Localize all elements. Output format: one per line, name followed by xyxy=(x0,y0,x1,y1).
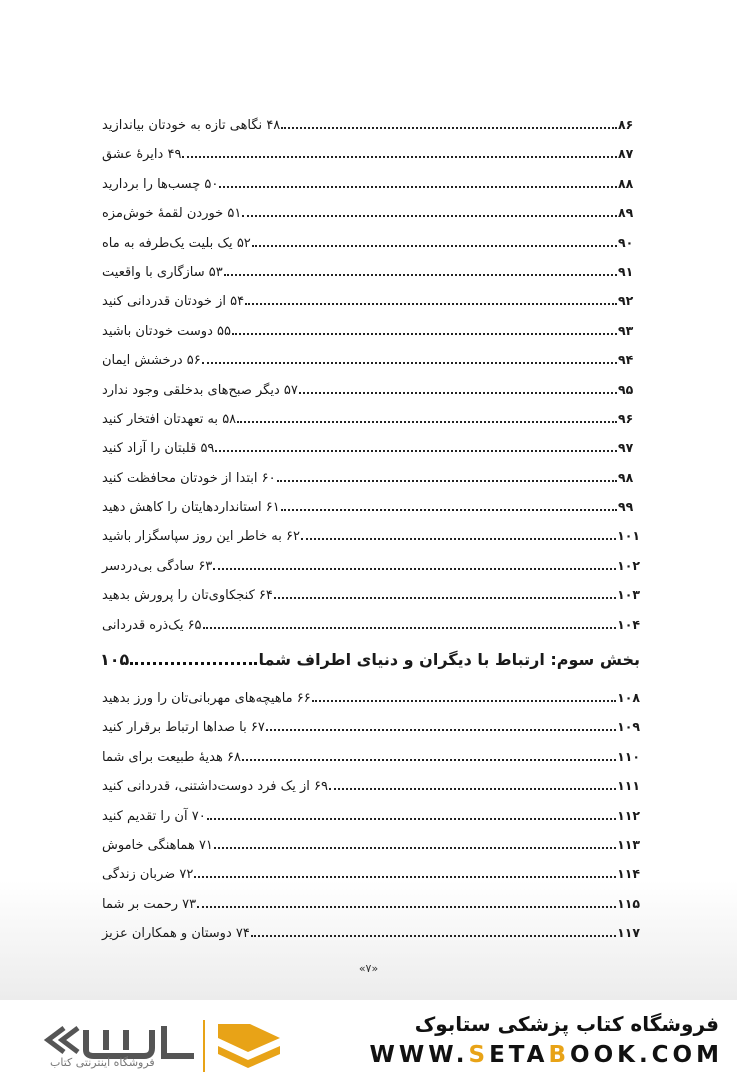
leader-dots xyxy=(252,245,617,247)
leader-dots xyxy=(202,362,617,364)
toc-entry xyxy=(100,176,640,205)
toc-entry-title: ۵۳ سازگاری با واقعیت xyxy=(102,264,223,280)
toc-entry-title: ۶۰ ابتدا از خودتان محافظت کنید xyxy=(102,470,276,486)
leader-dots xyxy=(237,421,617,423)
toc-entry-title: ۵۵ دوست خودتان باشید xyxy=(102,323,231,339)
leader-dots xyxy=(299,392,617,394)
leader-dots xyxy=(281,509,617,511)
url-part: ETA xyxy=(489,1042,549,1068)
leader-dots xyxy=(213,568,616,570)
toc-entry-title: ۶۳ سادگی بی‌دردسر xyxy=(102,558,213,574)
toc-entry-page: ۹۲ xyxy=(618,293,634,309)
leader-dots xyxy=(242,215,617,217)
toc-entry-title: ۵۰ چسب‌ها را بردارید xyxy=(102,176,219,192)
toc-entry xyxy=(100,778,640,807)
leader-dots xyxy=(281,127,617,129)
leader-dots xyxy=(301,538,616,540)
toc-entry xyxy=(100,690,640,719)
toc-entry-title: ۶۴ کنجکاوی‌تان را پرورش بدهید xyxy=(102,588,273,604)
leader-dots xyxy=(219,186,617,188)
toc-entry-page: ۹۰ xyxy=(618,234,634,250)
toc-entry-title: ۴۹ دایرۀ عشق xyxy=(102,147,182,163)
toc-entry-page: ۱۱۴ xyxy=(617,866,640,882)
page-number: «۷» xyxy=(358,962,379,975)
toc-entry-title: ۶۷ با صداها ارتباط برقرار کنید xyxy=(102,720,265,736)
toc-entry xyxy=(100,440,640,469)
leader-dots xyxy=(197,906,616,908)
toc-entry xyxy=(100,146,640,175)
leader-dots xyxy=(207,818,616,820)
toc-entry-title: ۵۷ دیگر صبح‌های بدخلقی وجود ندارد xyxy=(102,382,298,398)
leader-dots xyxy=(214,847,616,849)
section-title: بخش سوم: ارتباط با دیگران و دنیای اطراف شما xyxy=(258,650,640,670)
toc-entry xyxy=(100,117,640,146)
leader-dots xyxy=(251,935,616,937)
toc-entry xyxy=(100,352,640,381)
toc-entry xyxy=(100,587,640,616)
leader-dots xyxy=(329,788,616,790)
toc-entry-page: ۹۷ xyxy=(618,440,634,456)
toc-entry xyxy=(100,896,640,925)
toc-entry xyxy=(100,293,640,322)
toc-entry-title: ۶۸ هدیۀ طبیعت برای شما xyxy=(102,749,241,765)
toc-entry-page: ۹۵ xyxy=(618,381,634,397)
toc-entry-page: ۱۰۴ xyxy=(617,616,640,632)
toc-entry-page: ۱۱۳ xyxy=(617,836,640,852)
toc-entry xyxy=(100,617,640,646)
toc-entry-page: ۹۴ xyxy=(618,352,634,368)
leader-dots xyxy=(245,303,617,305)
toc-entry xyxy=(100,264,640,293)
toc-entry-title: ۴۸ نگاهی تازه به خودتان بیاندازید xyxy=(102,118,281,133)
toc-entry xyxy=(100,528,640,557)
toc-entry-title: ۵۸ به تعهدتان افتخار کنید xyxy=(102,411,237,427)
toc-entry xyxy=(100,470,640,499)
footer-banner xyxy=(0,1000,737,1080)
toc-entry-page: ۹۳ xyxy=(618,322,634,338)
leader-dots xyxy=(182,156,617,158)
leader-dots xyxy=(266,729,616,731)
toc-entry-title: ۷۳ رحمت بر شما xyxy=(102,896,197,912)
url-part: OOK.COM xyxy=(570,1042,723,1068)
toc-entry-page: ۸۷ xyxy=(618,146,634,162)
toc-entry-title: ۵۲ یک بلیت یک‌طرفه به ماه xyxy=(102,235,251,251)
toc-entry-page: ۸۸ xyxy=(618,175,634,191)
toc-entry-title: ۶۲ به خاطر این روز سپاسگزار باشید xyxy=(102,529,300,545)
toc-entry xyxy=(100,205,640,234)
toc-entry-title: ۷۲ ضربان زندگی xyxy=(102,867,194,883)
toc-entry-title: ۵۱ خوردن لقمۀ خوش‌مزه xyxy=(102,206,242,222)
url-highlight: B xyxy=(548,1042,571,1068)
toc-entry-title: ۶۶ ماهیچه‌های مهربانی‌تان را ورز بدهید xyxy=(102,691,311,707)
toc-entry-page: ۱۰۳ xyxy=(617,587,640,603)
store-url[interactable] xyxy=(370,1042,724,1068)
store-name: فروشگاه کتاب پزشکی ستابوک xyxy=(414,1012,719,1036)
toc-entry-page: ۱۱۱ xyxy=(617,778,640,794)
toc-entry-page: ۹۸ xyxy=(618,469,634,485)
leader-dots xyxy=(194,876,616,878)
toc-entry-page: ۱۰۲ xyxy=(617,557,640,573)
toc-entry-title: ۶۹ از یک فرد دوست‌داشتنی، قدردانی کنید xyxy=(102,779,329,795)
toc-entry xyxy=(100,808,640,837)
url-highlight: S xyxy=(468,1042,490,1068)
leader-dots xyxy=(274,597,616,599)
toc-entry xyxy=(100,837,640,866)
toc-entry-title: ۶۱ استانداردهایتان را کاهش دهید xyxy=(102,500,280,516)
toc-entry-page: ۱۱۰ xyxy=(617,748,640,764)
toc-entry xyxy=(100,411,640,440)
toc-entry-title: ۷۴ دوستان و همکاران عزیز xyxy=(102,926,250,942)
toc-entry-page: ۸۶ xyxy=(618,117,634,132)
toc-entry-title: ۶۵ یک‌ذره قدردانی xyxy=(102,617,202,633)
toc-entry-title: ۵۴ از خودتان قدردانی کنید xyxy=(102,294,245,310)
toc-entry xyxy=(100,382,640,411)
section-page: ۱۰۵ xyxy=(100,650,130,670)
section-heading xyxy=(100,650,640,690)
toc-entry xyxy=(100,925,640,954)
leader-dots xyxy=(224,274,617,276)
toc-entry-title: ۷۱ هماهنگی خاموش xyxy=(102,837,213,853)
toc-entry-title: ۷۰ آن را تقدیم کنید xyxy=(102,808,206,824)
toc-entry-page: ۱۰۱ xyxy=(617,528,640,544)
logo-tagline: فروشگاه اینترنتی کتاب xyxy=(50,1056,155,1069)
toc-entry xyxy=(100,558,640,587)
toc-entry-page: ۹۱ xyxy=(618,263,634,279)
toc-entry-page: ۱۱۲ xyxy=(617,807,640,823)
toc-entry-page: ۱۱۵ xyxy=(617,895,640,911)
toc-entry xyxy=(100,323,640,352)
toc-entry-page: ۹۹ xyxy=(618,499,634,515)
url-part: WWW. xyxy=(369,1042,469,1068)
toc-entry-page: ۸۹ xyxy=(618,205,634,221)
leader-dots xyxy=(277,480,617,482)
toc-entry xyxy=(100,749,640,778)
toc-entry xyxy=(100,499,640,528)
toc-entry-page: ۹۶ xyxy=(618,410,634,426)
leader-dots xyxy=(130,662,257,665)
toc-entry xyxy=(100,235,640,264)
toc-entry xyxy=(100,866,640,895)
leader-dots xyxy=(312,700,616,702)
table-of-contents xyxy=(100,117,640,955)
toc-entry-page: ۱۱۷ xyxy=(617,925,640,941)
toc-entry-title: ۵۶ درخشش ایمان xyxy=(102,353,201,369)
leader-dots xyxy=(232,333,617,335)
logo-divider xyxy=(203,1020,205,1072)
toc-entry-page: ۱۰۹ xyxy=(617,719,640,735)
toc-entry-title: ۵۹ قلبتان را آزاد کنید xyxy=(102,441,215,457)
toc-entry-page: ۱۰۸ xyxy=(617,690,640,706)
leader-dots xyxy=(242,759,616,761)
leader-dots xyxy=(215,450,617,452)
leader-dots xyxy=(203,627,617,629)
toc-entry xyxy=(100,719,640,748)
